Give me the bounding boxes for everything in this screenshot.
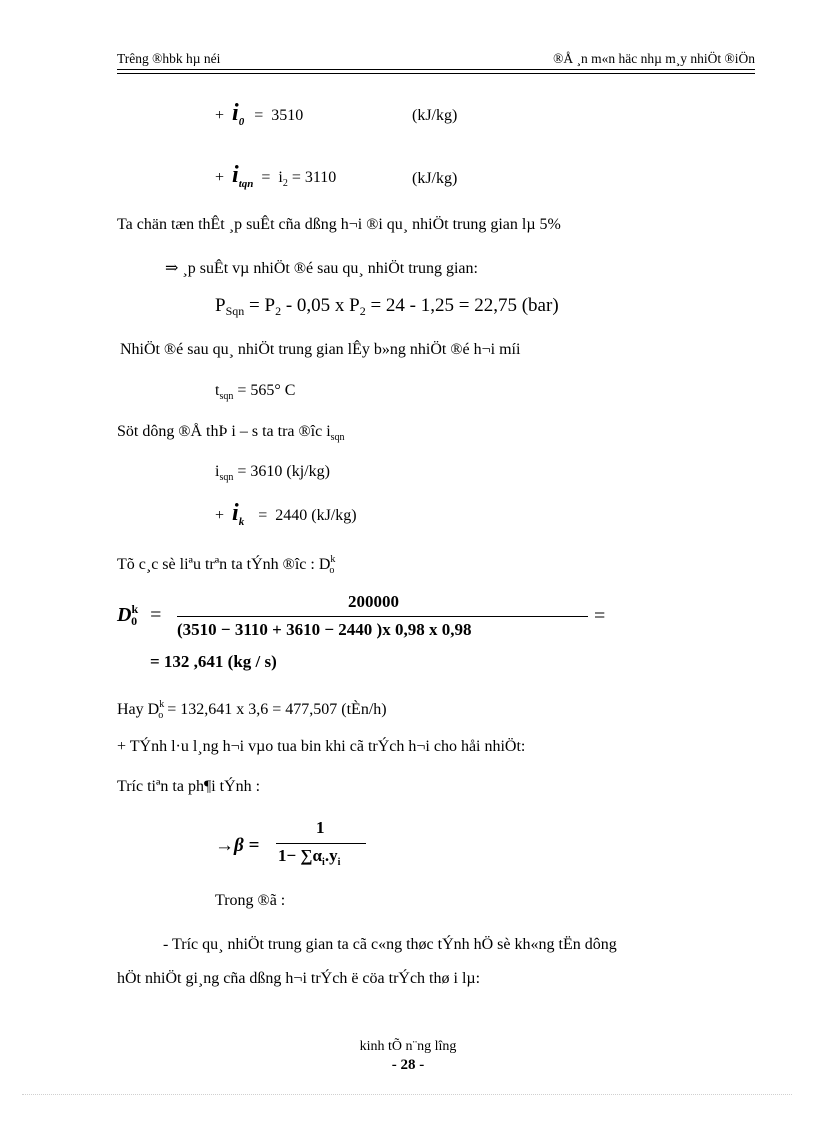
paragraph-turbine-flow: + TÝnh l·u l¸ng h¬i vµo tua bin khi cã trÝch h¬i cho håi nhiÖt: bbox=[117, 738, 526, 755]
paragraph-where: Trong ®ã : bbox=[215, 892, 286, 909]
paragraph-first-compute: Tríc tiªn ta ph¶i tÝnh : bbox=[117, 778, 261, 795]
eq-i0-unit: (kJ/kg) bbox=[412, 107, 458, 124]
page-number: - 28 - bbox=[391, 1057, 425, 1073]
formula-beta-denominator: $1- \sum\alpha_i.y_i$ bbox=[278, 846, 341, 868]
paragraph-compute-d: Tõ c¸c sè liªu trªn ta tÝnh ®îc : $D^k_o$ bbox=[117, 554, 336, 576]
eq-psqn: $P_{Sqn} = P_2 - 0,05$ x $P_2 = 24 - 1,25 = 22,75$ (bar) bbox=[215, 295, 559, 318]
eq-ik: + $i_k = 2440$ (kJ/kg) bbox=[215, 500, 357, 528]
eq-itqn-unit: (kJ/kg) bbox=[412, 170, 458, 187]
formula-beta-lhs: →β = bbox=[215, 835, 260, 856]
paragraph-coefficient-cont: hÖt nhiÖt gi¸ng cña dßng h¬i trÝch ë cöa trÝch thø i lµ: bbox=[117, 970, 481, 987]
formula-d-fraction-bar bbox=[177, 616, 588, 617]
paragraph-coefficient: - Tríc qu¸ nhiÖt trung gian ta cã c«ng thøc tÝnh hÖ sè kh«ng tËn dông bbox=[163, 936, 617, 953]
formula-d-tail-eq: = bbox=[594, 605, 606, 627]
paragraph-flow-tph: Hay $D^k_o = 132,641$ x 3,6 = 477,507 (tÈn/h) bbox=[117, 699, 387, 721]
header-right: ®Å ¸n m«n häc nhµ m¸y nhiÖt ®iÖn bbox=[553, 51, 755, 66]
paragraph-pressure-loss: Ta chän tæn thÊt ¸p suÊt cña dßng h¬i ®i qu¸ nhiÖt trung gian lµ 5% bbox=[117, 216, 561, 233]
formula-beta-numerator: 1 bbox=[316, 818, 325, 837]
footer-name: kinh tÕ n¨ng lîng bbox=[359, 1039, 457, 1054]
formula-d-lhs: $D^k_0$ = bbox=[117, 602, 162, 628]
paragraph-diagram-lookup: Söt dông ®Å thÞ i – s ta tra ®îc $i_{sqn}$ bbox=[117, 423, 345, 443]
formula-d-denominator: (3510 − 3110 + 3610 − 2440 )x 0,98 x 0,98 bbox=[177, 620, 472, 639]
header-rule-thin bbox=[117, 73, 755, 74]
eq-tsqn: $t_{sqn} = 565^\circ$ C bbox=[215, 382, 296, 402]
paragraph-temperature: NhiÖt ®é sau qu¸ nhiÖt trung gian lÊy b»ng nhiÖt ®é h¬i míi bbox=[120, 341, 521, 358]
page-edge bbox=[22, 1094, 792, 1095]
eq-isqn: $i_{sqn} = 3610$ (kj/kg) bbox=[215, 463, 330, 483]
header-left: Trêng ®hbk hµ néi bbox=[117, 51, 221, 66]
eq-itqn: + $i_{tqn} = i_2 = 3110$ bbox=[215, 162, 337, 190]
paragraph-pressure-temp: ⇒ ¸p suÊt vµ nhiÖt ®é sau qu¸ nhiÖt trung gian: bbox=[165, 260, 478, 277]
eq-i0: + $i_0 = 3510$ bbox=[215, 100, 304, 128]
header-rule-thick bbox=[117, 69, 755, 70]
formula-d-numerator: 200000 bbox=[348, 592, 399, 611]
formula-d-result: = 132 ,641 (kg / s) bbox=[150, 652, 277, 671]
formula-beta-fraction-bar bbox=[276, 843, 366, 844]
